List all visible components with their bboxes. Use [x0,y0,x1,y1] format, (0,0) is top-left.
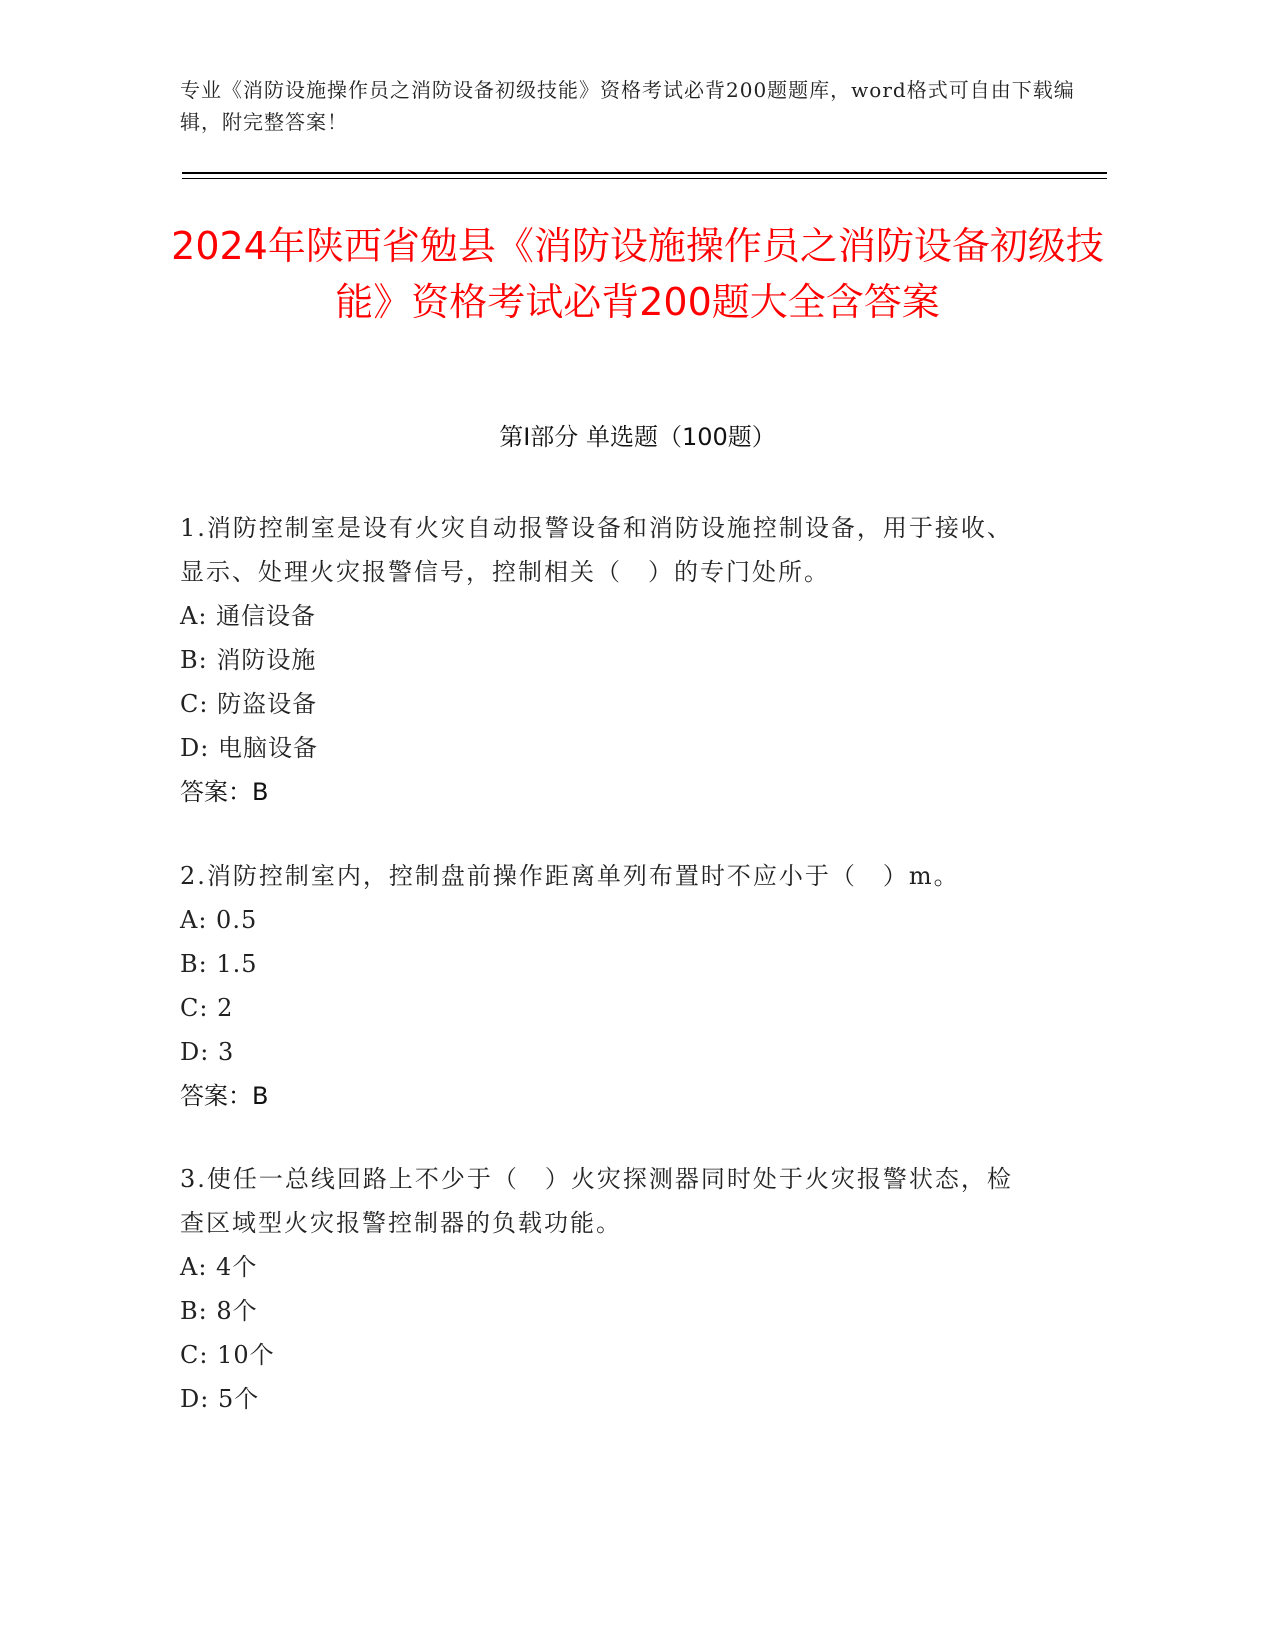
header-divider-thin [182,178,1107,179]
document-title: 2024年陕西省勉县《消防设施操作员之消防设备初级技能》资格考试必背200题大全含答案 [171,224,1104,324]
option-a: A: 通信设备 [180,602,317,630]
answer-line: 答案：B [180,778,269,806]
option-d: D: 电脑设备 [180,734,318,762]
option-a: A: 0.5 [180,906,258,934]
option-c: C: 2 [180,994,234,1022]
answer-line: 答案：B [180,1082,269,1110]
header-note: 专业《消防设施操作员之消防设备初级技能》资格考试必背200题题库，word格式可自由下载编辑，附完整答案！ [180,78,1075,134]
option-a: A: 4个 [180,1253,258,1281]
option-d: D: 3 [180,1038,235,1066]
question-stem: 2.消防控制室内，控制盘前操作距离单列布置时不应小于（ ）m。 [180,862,960,890]
option-c: C: 10个 [180,1341,275,1369]
header-divider-thick [182,172,1107,174]
section-heading: 第I部分 单选题（100题） [499,423,776,451]
option-d: D: 5个 [180,1385,260,1413]
option-b: B: 消防设施 [180,646,317,674]
question-stem: 3.使任一总线回路上不少于（ ）火灾探测器同时处于火灾报警状态，检查区域型火灾报警控制器的负载功能。 [180,1165,1013,1237]
question-1 [180,506,1030,814]
question-3 [180,1157,1030,1421]
question-stem: 1.消防控制室是设有火灾自动报警设备和消防设施控制设备，用于接收、显示、处理火灾报警信号，控制相关（ ）的专门处所。 [180,514,1013,586]
option-b: B: 1.5 [180,950,258,978]
question-2 [180,854,1030,1118]
option-b: B: 8个 [180,1297,258,1325]
option-c: C: 防盗设备 [180,690,318,718]
